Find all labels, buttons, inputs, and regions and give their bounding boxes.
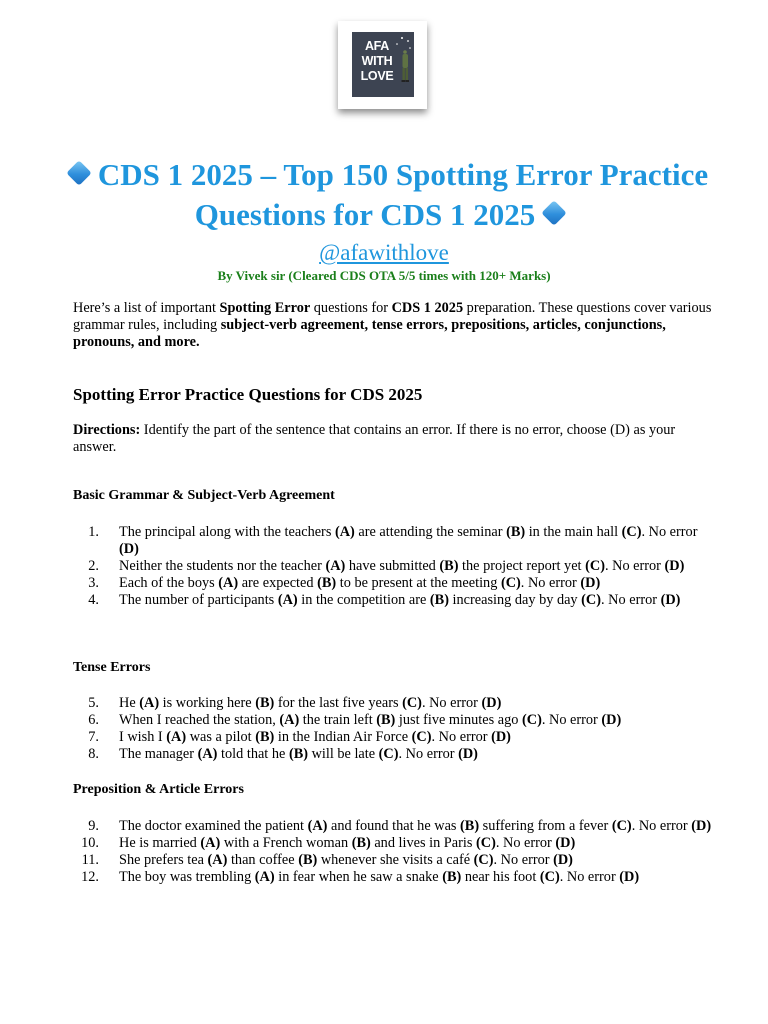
question-list [73, 524, 713, 609]
question-list [73, 818, 713, 886]
question-item: 6. When I reached the station, (A) the train left (B) just five minutes ago (C). No error (D) [88, 712, 622, 728]
handle-link[interactable]: @afawithlove [319, 240, 449, 265]
group-heading: Tense Errors [73, 660, 151, 675]
intro-paragraph: Here’s a list of important Spotting Error questions for CDS 1 2025 preparation. These questions cover various grammar rules, including subject-verb agreement, tense errors, prepositions, articles, conjunctions, pronouns, and more. [73, 300, 712, 350]
group-heading: Basic Grammar & Subject-Verb Agreement [73, 488, 335, 503]
blue-diamond-icon [542, 200, 567, 225]
question-item: 3. Each of the boys (A) are expected (B) to be present at the meeting (C). No error (D) [88, 575, 601, 591]
soldier-silhouette-icon [392, 32, 414, 97]
question-item: 2. Neither the students nor the teacher (A) have submitted (B) the project report yet (C). No error (D) [88, 558, 685, 574]
blue-diamond-icon [66, 160, 91, 185]
page-title [40, 155, 728, 235]
afa-with-love-logo [352, 32, 414, 97]
directions-paragraph: Directions: Identify the part of the sentence that contains an error. If there is no error, choose (D) as your answer. [73, 422, 676, 455]
author-byline: By Vivek sir (Cleared CDS OTA 5/5 times with 120+ Marks) [217, 268, 551, 283]
question-item: 5. He (A) is working here (B) for the last five years (C). No error (D) [88, 695, 502, 711]
question-item: 8. The manager (A) told that he (B) will be late (C). No error (D) [88, 746, 478, 762]
question-item: 11. She prefers tea (A) than coffee (B) whenever she visits a café (C). No error (D) [81, 852, 573, 868]
question-item: 1. The principal along with the teachers (A) are attending the seminar (B) in the main hall (C). No error (D) [88, 524, 698, 557]
group-heading: Preposition & Article Errors [73, 782, 244, 797]
section-heading: Spotting Error Practice Questions for CDS 2025 [73, 385, 423, 404]
question-item: 4. The number of participants (A) in the competition are (B) increasing day by day (C). No error (D) [88, 592, 681, 608]
page-title-text: CDS 1 2025 – Top 150 Spotting Error Practice Questions for CDS 1 2025 [97, 157, 709, 232]
logo-line-3: LOVE [360, 69, 394, 83]
logo-line-2: WITH [361, 54, 393, 68]
logo-frame [338, 21, 427, 109]
question-item: 12. The boy was trembling (A) in fear when he saw a snake (B) near his foot (C). No error (D) [81, 869, 640, 885]
question-item: 10. He is married (A) with a French woman (B) and lives in Paris (C). No error (D) [81, 835, 576, 851]
question-item: 9. The doctor examined the patient (A) and found that he was (B) suffering from a fever (C). No error (D) [88, 818, 712, 834]
question-item: 7. I wish I (A) was a pilot (B) in the Indian Air Force (C). No error (D) [88, 729, 511, 745]
question-list [73, 695, 713, 763]
logo-line-1: AFA [364, 39, 390, 53]
